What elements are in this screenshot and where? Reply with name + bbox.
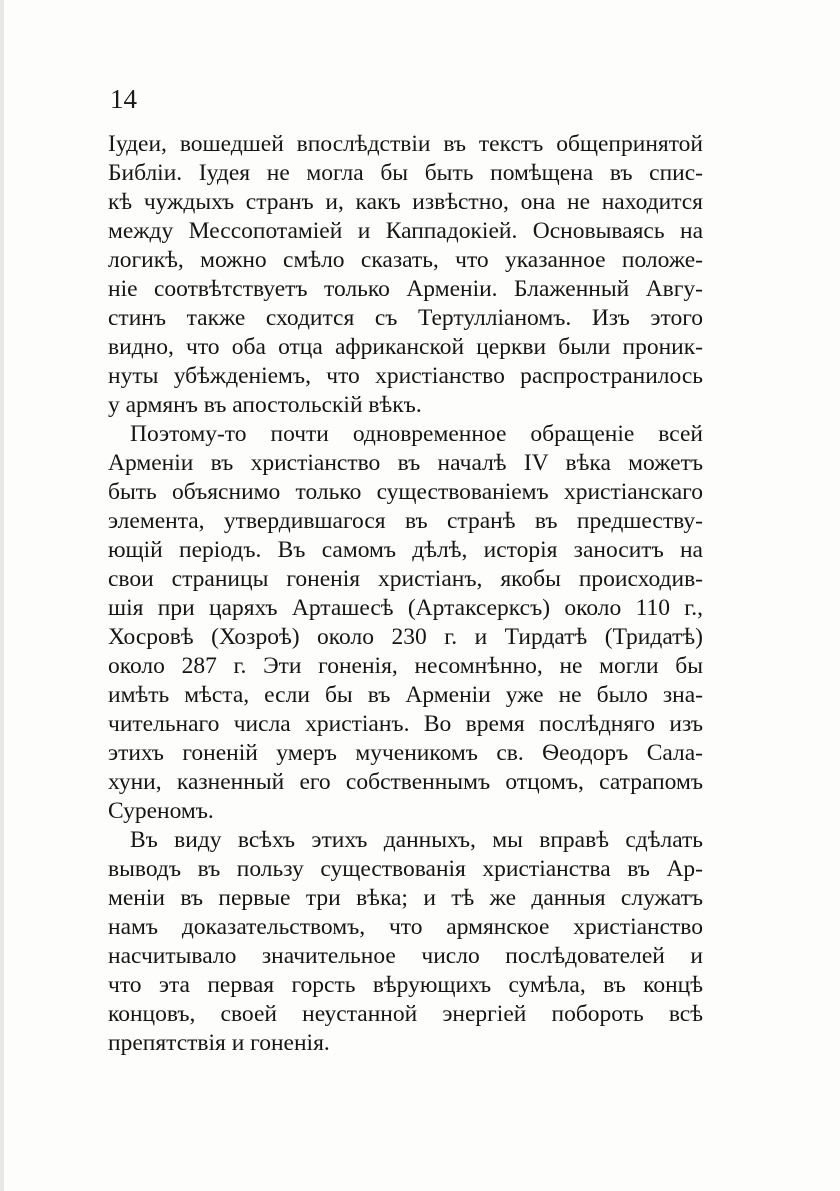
page-number: 14 (110, 84, 137, 114)
text-line: стинъ также сходится съ Тертулліаномъ. Изъ этого (108, 305, 703, 331)
text-line: выводъ въ пользу существованія христіанства въ Ар- (108, 856, 703, 882)
paragraph-3 (108, 826, 703, 1058)
text-line: препятствія и гоненія. (108, 1030, 330, 1056)
text-line: видно, что оба отца африканской церкви были проник- (108, 334, 703, 360)
text-line: этихъ гоненій умеръ мученикомъ св. Ѳеодоръ Сала- (108, 740, 703, 766)
text-line: быть объяснимо только существованіемъ христіанскаго (108, 479, 703, 505)
text-line: у армянъ въ апостольскій вѣкъ. (108, 392, 422, 418)
text-line: шія при царяхъ Арташесѣ (Артаксерксъ) около 110 г., (108, 595, 703, 621)
text-line: что эта первая горсть вѣрующихъ сумѣла, въ концѣ (108, 972, 703, 998)
text-line: Суреномъ. (108, 798, 214, 824)
paragraph-2 (108, 420, 703, 826)
text-line: около 287 г. Эти гоненія, несомнѣнно, не могли бы (108, 653, 703, 679)
text-line: логикѣ, можно смѣло сказать, что указанное положе- (108, 247, 703, 273)
text-line: Библіи. Іудея не могла бы быть помѣщена въ спис- (108, 160, 703, 186)
text-line: элемента, утвердившагося въ странѣ въ предшеству- (108, 508, 703, 534)
text-line: намъ доказательствомъ, что армянское христіанство (108, 914, 703, 940)
text-line: Хосровѣ (Хозроѣ) около 230 г. и Тирдатѣ (Тридатѣ) (108, 624, 703, 650)
body-text (108, 130, 703, 1058)
text-line: Въ виду всѣхъ этихъ данныхъ, мы вправѣ сдѣлать (130, 827, 703, 853)
text-line: хуни, казненный его собственнымъ отцомъ, сатрапомъ (108, 769, 703, 795)
paragraph-1 (108, 130, 703, 420)
text-line: ющій періодъ. Въ самомъ дѣлѣ, исторія заноситъ на (108, 537, 703, 563)
text-line: имѣть мѣста, если бы въ Арменіи уже не было зна- (108, 682, 703, 708)
text-line: нуты убѣжденіемъ, что христіанство распространилось (108, 363, 703, 389)
text-line: свои страницы гоненія христіанъ, якобы происходив- (108, 566, 703, 592)
text-line: Іудеи, вошедшей впослѣдствіи въ текстъ общепринятой (108, 131, 703, 157)
text-line: меніи въ первые три вѣка; и тѣ же данныя служатъ (108, 885, 703, 911)
text-line: кѣ чуждыхъ странъ и, какъ извѣстно, она не находится (108, 189, 703, 215)
text-line: Арменіи въ христіанство въ началѣ IV вѣка можетъ (108, 450, 703, 476)
text-line: насчитывало значительное число послѣдователей и (108, 943, 703, 969)
text-line: чительнаго числа христіанъ. Во время послѣдняго изъ (108, 711, 703, 737)
text-line: Поэтому-то почти одновременное обращеніе всей (130, 421, 703, 447)
text-line: между Мессопотаміей и Каппадокіей. Основываясь на (108, 218, 703, 244)
text-line: ніе соотвѣтствуетъ только Арменіи. Блаженный Авгу- (108, 276, 703, 302)
text-line: концовъ, своей неустанной энергіей побороть всѣ (108, 1001, 703, 1027)
